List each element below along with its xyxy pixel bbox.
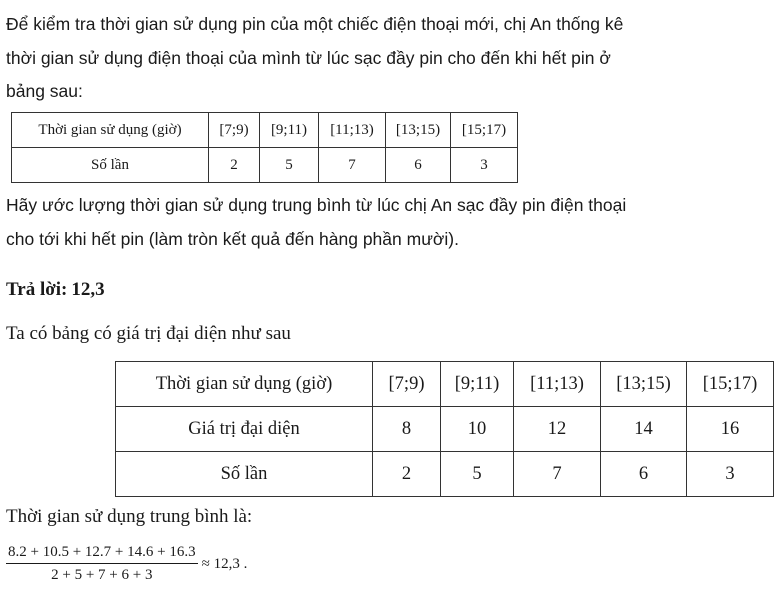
table-row bbox=[116, 362, 774, 407]
table-cell: [15;17) bbox=[687, 362, 774, 407]
table-cell: 7 bbox=[514, 452, 601, 497]
table-row-label: Số lần bbox=[12, 148, 209, 183]
intro-line-3: bảng sau: bbox=[6, 81, 83, 101]
table-header-label: Thời gian sử dụng (giờ) bbox=[12, 113, 209, 148]
intro-line-1: Để kiểm tra thời gian sử dụng pin của một chiếc điện thoại mới, chị An thống kê bbox=[6, 14, 624, 34]
table-row bbox=[116, 452, 774, 497]
representative-value-table bbox=[115, 361, 774, 497]
answer-label: Trả lời: bbox=[6, 279, 68, 300]
question-text bbox=[6, 189, 626, 256]
table-cell: [11;13) bbox=[319, 113, 386, 148]
fraction bbox=[6, 544, 198, 584]
table-cell: 16 bbox=[687, 407, 774, 452]
solution-intro: Ta có bảng có giá trị đại diện như sau bbox=[6, 323, 291, 344]
table-cell: [13;15) bbox=[386, 113, 451, 148]
table-row-label: Số lần bbox=[116, 452, 373, 497]
formula-result: ≈ 12,3 . bbox=[201, 555, 248, 572]
fraction-denominator: 2 + 5 + 7 + 6 + 3 bbox=[51, 567, 153, 583]
table-cell: 3 bbox=[451, 148, 518, 183]
answer-line bbox=[6, 279, 105, 301]
question-line-2: cho tới khi hết pin (làm tròn kết quả đến hàng phần mười). bbox=[6, 228, 459, 249]
question-line-1: Hãy ước lượng thời gian sử dụng trung bình từ lúc chị An sạc đầy pin điện thoại bbox=[6, 195, 627, 215]
mean-formula bbox=[6, 544, 247, 584]
table-row-label: Giá trị đại diện bbox=[116, 407, 373, 452]
table-cell: 6 bbox=[386, 148, 451, 183]
table-cell: 12 bbox=[514, 407, 601, 452]
table-row bbox=[12, 148, 518, 183]
table-cell: [7;9) bbox=[373, 362, 441, 407]
table-cell: 6 bbox=[601, 452, 687, 497]
table-cell: [13;15) bbox=[601, 362, 687, 407]
table-cell: 10 bbox=[441, 407, 514, 452]
table-cell: [7;9) bbox=[209, 113, 260, 148]
table-row bbox=[116, 407, 774, 452]
table-cell: [9;11) bbox=[260, 113, 319, 148]
mean-label: Thời gian sử dụng trung bình là: bbox=[6, 506, 253, 527]
table-cell: 5 bbox=[441, 452, 514, 497]
table-cell: [9;11) bbox=[441, 362, 514, 407]
table-cell: 2 bbox=[373, 452, 441, 497]
frequency-table bbox=[11, 112, 518, 183]
intro-line-2: thời gian sử dụng điện thoại của mình từ lúc sạc đầy pin cho đến khi hết pin ở bbox=[6, 47, 611, 68]
table-header-label: Thời gian sử dụng (giờ) bbox=[116, 362, 373, 407]
table-cell: 8 bbox=[373, 407, 441, 452]
problem-intro bbox=[6, 8, 781, 109]
fraction-numerator: 8.2 + 10.5 + 12.7 + 14.6 + 16.3 bbox=[6, 544, 198, 564]
table-row bbox=[12, 113, 518, 148]
table-cell: 3 bbox=[687, 452, 774, 497]
table-cell: 5 bbox=[260, 148, 319, 183]
answer-value: 12,3 bbox=[71, 279, 105, 300]
table-cell: [11;13) bbox=[514, 362, 601, 407]
table-cell: 14 bbox=[601, 407, 687, 452]
table-cell: 2 bbox=[209, 148, 260, 183]
table-cell: [15;17) bbox=[451, 113, 518, 148]
table-cell: 7 bbox=[319, 148, 386, 183]
